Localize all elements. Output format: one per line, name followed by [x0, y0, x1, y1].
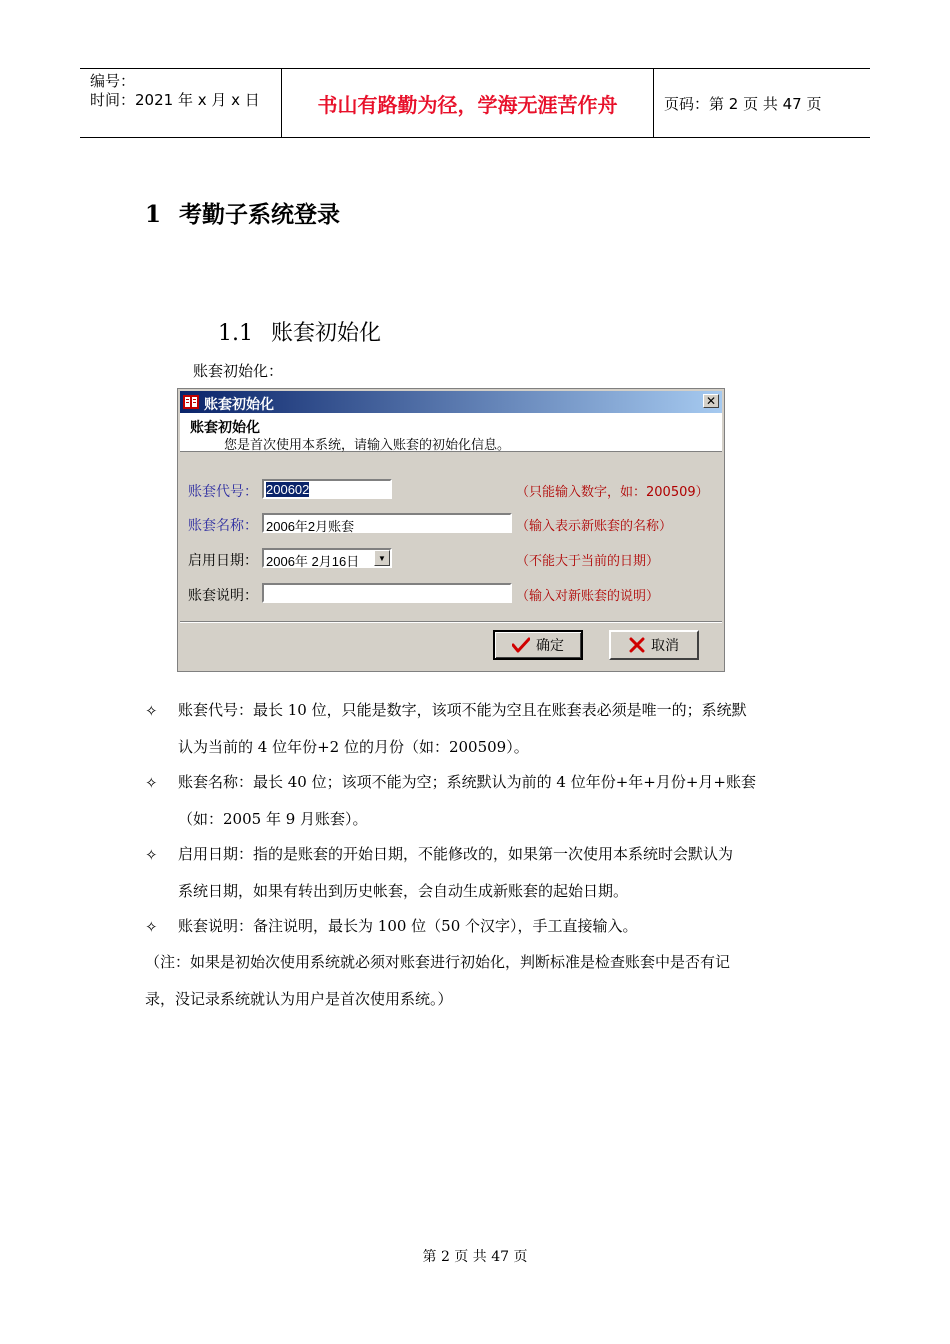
close-icon: ✕ — [705, 394, 717, 408]
name-value: 2006年2月账套 — [266, 519, 355, 534]
date-value: 2006年 2月16日 — [266, 554, 360, 569]
bullet-code-line1: 账套代号：最长 10 位，只能是数字，该项不能为空且在账套表必须是唯一的；系统默 — [178, 701, 747, 719]
bullet-date — [178, 836, 733, 910]
page-footer: 第 2 页 共 47 页 — [422, 1249, 528, 1265]
code-hint: （只能输入数字，如：200509） — [516, 485, 709, 500]
cancel-label: 取消 — [651, 638, 679, 654]
app-icon — [183, 395, 199, 409]
x-icon — [629, 637, 645, 653]
bullet-date-line1: 启用日期：指的是账套的开始日期，不能修改的，如果第一次使用本系统时会默认为 — [178, 845, 734, 863]
bullet-icon: ✧ — [145, 846, 158, 864]
bullet-icon: ✧ — [145, 702, 158, 720]
code-input[interactable] — [262, 479, 392, 499]
subsection-heading — [218, 316, 381, 347]
header-meta — [80, 69, 282, 137]
bullet-desc — [178, 908, 638, 945]
subsection-title: 账套初始化 — [271, 321, 382, 346]
header-page-info: 页码：第 2 页 共 47 页 — [664, 94, 822, 113]
time-label: 时间：2021 年 x 月 x 日 — [90, 91, 260, 109]
desc-input[interactable] — [262, 583, 512, 603]
desc-label: 账套说明： — [188, 588, 258, 604]
bullet-name-line2: （如：2005 年 9 月账套）。 — [178, 810, 368, 828]
section-heading — [145, 196, 340, 229]
desc-hint: （输入对新账套的说明） — [516, 589, 660, 604]
bullet-name-line1: 账套名称：最长 40 位；该项不能为空；系统默认为前的 4 位年份+年+月份+月+账套 — [178, 773, 756, 791]
date-label: 启用日期： — [188, 553, 258, 569]
dialog-divider — [180, 621, 722, 623]
dialog-title: 账套初始化 — [204, 397, 274, 413]
name-input[interactable] — [262, 513, 512, 533]
dialog-banner — [180, 413, 722, 452]
bullet-icon: ✧ — [145, 918, 158, 936]
bullet-code — [178, 692, 747, 766]
section-number: 1 — [145, 201, 162, 228]
code-value: 200602 — [266, 482, 310, 497]
init-dialog — [177, 388, 725, 672]
section-title: 考勤子系统登录 — [179, 202, 341, 228]
cancel-button[interactable] — [609, 630, 699, 660]
date-picker[interactable] — [262, 548, 392, 568]
figure-caption: 账套初始化： — [193, 362, 284, 380]
ok-label: 确定 — [536, 638, 564, 654]
header-motto: 书山有路勤为径，学海无涯苦作舟 — [282, 69, 654, 137]
dialog-title-bar[interactable] — [180, 391, 722, 413]
bullet-icon: ✧ — [145, 774, 158, 792]
note-line2: 录，没记录系统就认为用户是首次使用系统。） — [145, 990, 453, 1008]
bullet-name — [178, 764, 756, 838]
close-button[interactable] — [703, 394, 719, 408]
chevron-down-icon[interactable]: ▼ — [374, 550, 390, 566]
bullet-date-line2: 系统日期，如果有转出到历史帐套，会自动生成新账套的起始日期。 — [178, 882, 629, 900]
bullet-desc-line1: 账套说明：备注说明，最长为 100 位（50 个汉字），手工直接输入。 — [178, 917, 638, 935]
note-line1: （注：如果是初始次使用系统就必须对账套进行初始化，判断标准是检查账套中是否有记 — [145, 953, 731, 971]
banner-title: 账套初始化 — [190, 420, 260, 436]
name-hint: （输入表示新账套的名称） — [516, 519, 673, 534]
name-label: 账套名称： — [188, 518, 258, 534]
code-label: 账套代号： — [188, 484, 258, 500]
note-paragraph — [145, 944, 730, 1018]
date-hint: （不能大于当前的日期） — [516, 554, 660, 569]
ok-button[interactable] — [493, 630, 583, 660]
bullet-code-line2: 认为当前的 4 位年份+2 位的月份（如：200509）。 — [178, 738, 529, 756]
page-header — [80, 68, 870, 138]
check-icon — [512, 637, 530, 653]
number-label: 编号： — [90, 72, 136, 90]
subsection-number: 1.1 — [218, 321, 253, 346]
banner-subtitle: 您是首次使用本系统，请输入账套的初始化信息。 — [224, 438, 511, 453]
